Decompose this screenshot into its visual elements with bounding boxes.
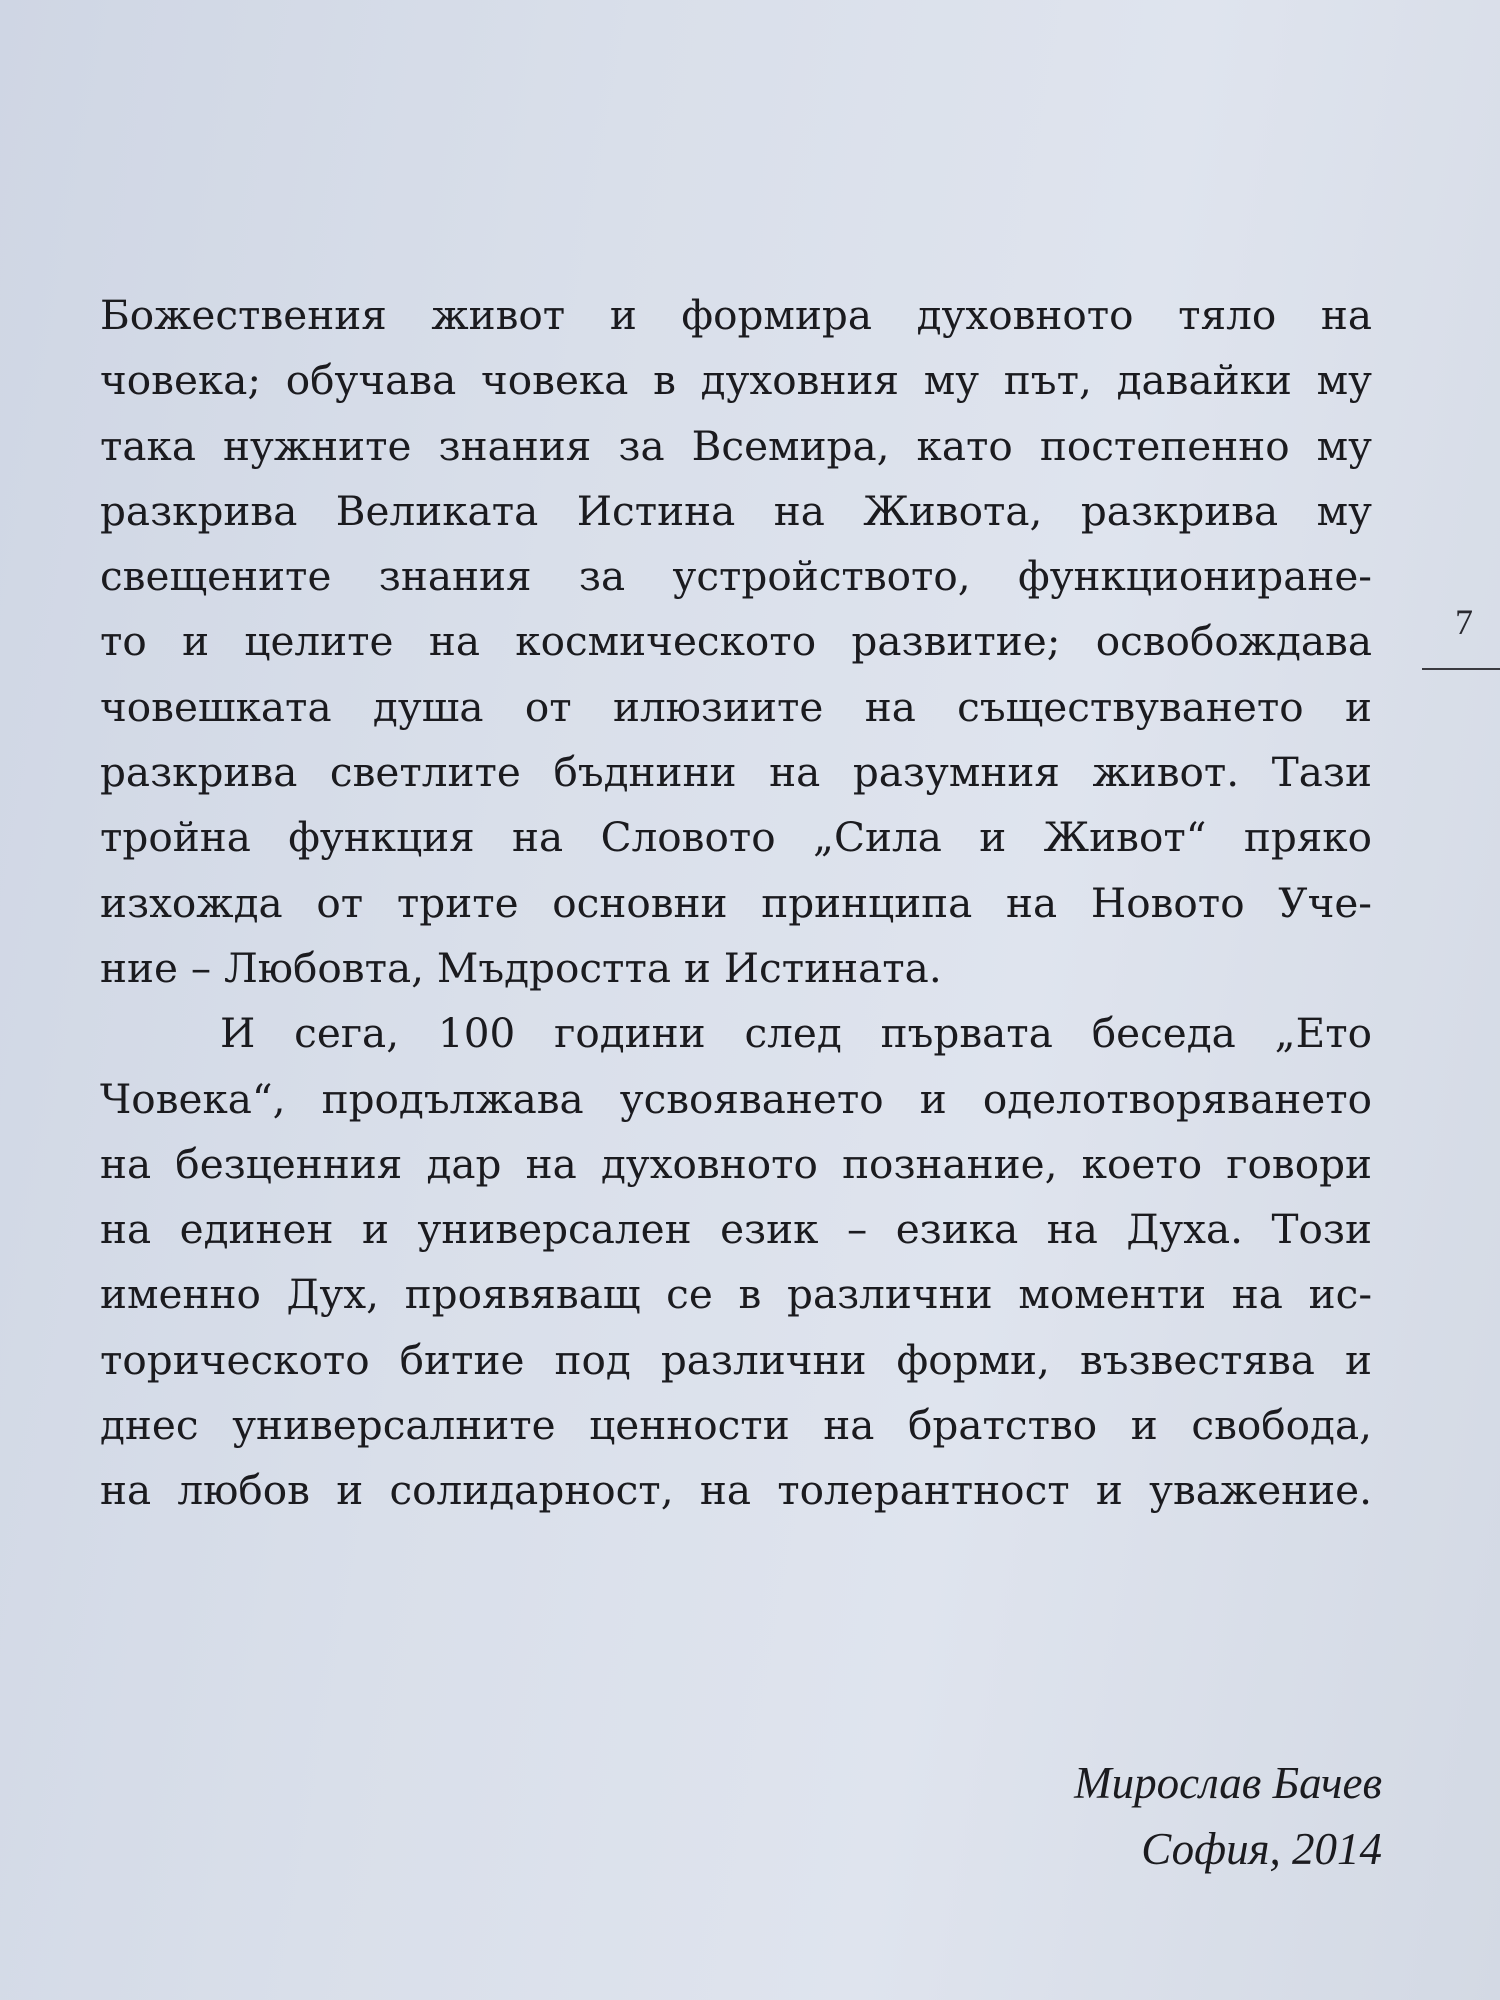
text-line: Човека“, продължава усвояването и оделотворяването	[100, 1074, 1372, 1123]
place-date: София, 2014	[1141, 1824, 1382, 1874]
page-number-rule	[1422, 668, 1500, 670]
text-line: днес универсалните ценности на братство и свобода,	[100, 1401, 1372, 1450]
text-line: Божествения живот и формира духовното тяло на	[100, 291, 1372, 339]
text-line: тройна функция на Словото „Сила и Живот“ пряко	[100, 813, 1372, 862]
text-line: разкрива светлите бъднини на разумния живот. Тази	[100, 748, 1372, 797]
text-line: на любов и солидарност, на толерантност и уважение.	[100, 1466, 1372, 1515]
text-line: разкрива Великата Истина на Живота, разкрива му	[100, 486, 1372, 535]
text-line: именно Дух, проявяващ се в различни моменти на ис-	[100, 1270, 1372, 1319]
paragraph-1	[100, 283, 1372, 1001]
body-text	[100, 283, 1372, 1524]
text-line: то и целите на космическото развитие; освобождава	[100, 617, 1372, 666]
text-line: изхожда от трите основни принципа на Новото Уче-	[100, 878, 1372, 927]
signature-block	[1074, 1750, 1382, 1882]
text-line: И сега, 100 години след първата беседа „Ето	[220, 1009, 1372, 1058]
page-number: 7	[1455, 602, 1473, 642]
paragraph-2	[100, 1001, 1372, 1523]
text-line: човешката душа от илюзиите на съществуването и	[100, 682, 1372, 731]
text-line: на единен и универсален език – езика на Духа. Този	[100, 1205, 1372, 1254]
text-line: така нужните знания за Всемира, като постепенно му	[100, 421, 1372, 470]
text-line: ние – Любовта, Мъдростта и Истината.	[100, 943, 942, 992]
text-line: човека; обучава човека в духовния му път, давайки му	[100, 356, 1372, 405]
text-line: на безценния дар на духовното познание, което говори	[100, 1139, 1372, 1188]
text-line: свещените знания за устройството, функциониране-	[100, 552, 1372, 601]
author-name: Мирослав Бачев	[1074, 1758, 1382, 1808]
text-line: торическото битие под различни форми, възвестява и	[100, 1335, 1372, 1384]
